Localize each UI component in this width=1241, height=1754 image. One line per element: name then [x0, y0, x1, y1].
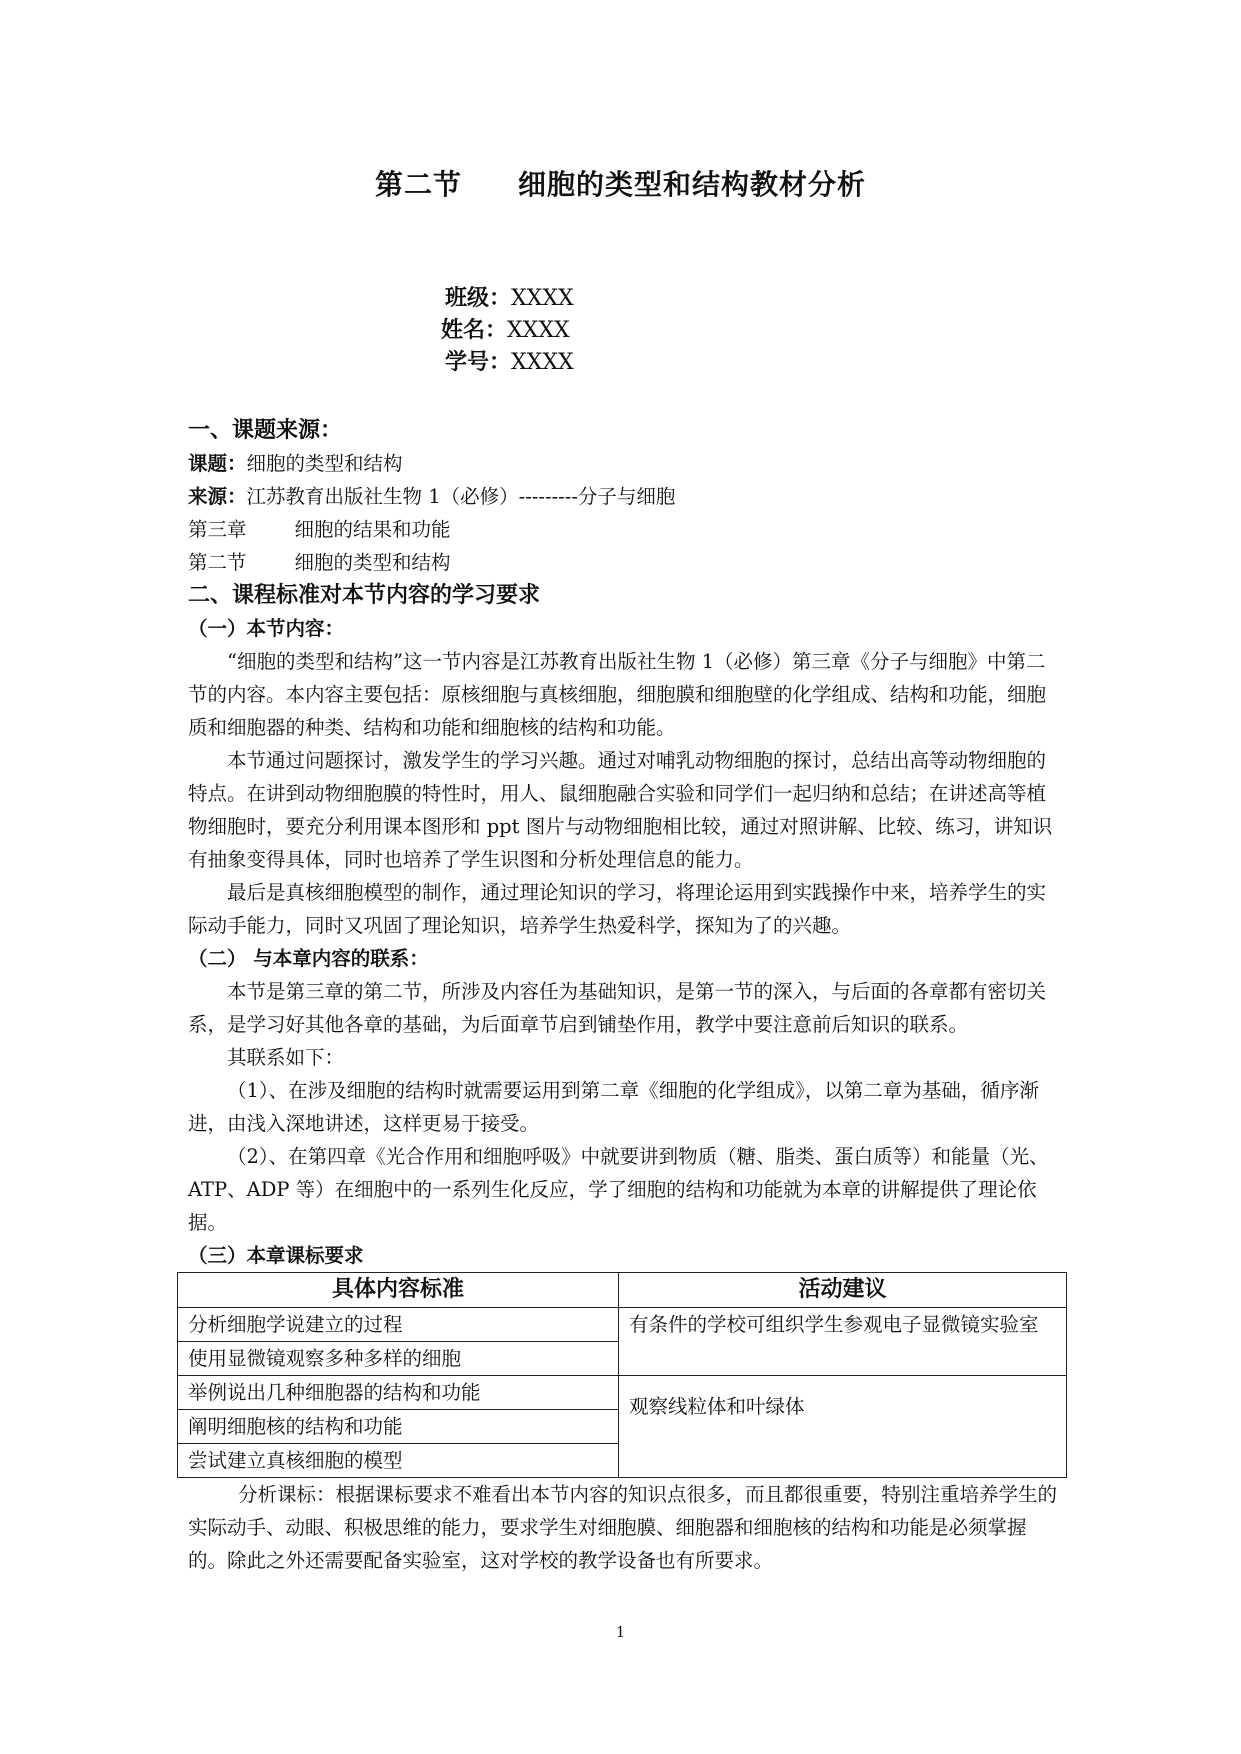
- table-cell: 举例说出几种细胞器的结构和功能: [178, 1376, 619, 1410]
- table-header-content: 具体内容标准: [178, 1273, 619, 1308]
- section-line: [188, 546, 1064, 579]
- chapter-value: 细胞的结果和功能: [294, 518, 451, 541]
- sub2-paragraph-2: 其联系如下：: [227, 1046, 345, 1069]
- sub3-heading: （三）本章课标要求: [188, 1244, 364, 1267]
- chapter-line: [188, 513, 1064, 546]
- topic-line: [188, 447, 1064, 480]
- analysis-paragraph: 分析课标：根据课标要求不难看出本节内容的知识点很多，而且都很重要，特别注重培养学生的实际动手、动眼、积极思维的能力，要求学生对细胞膜、细胞器和细胞核的结构和功能是必须掌握的。除此之外还需要配备实验室，这对学校的教学设备也有所要求。: [188, 1483, 1058, 1572]
- meta-class-value: XXXX: [511, 286, 574, 311]
- table-cell: 分析细胞学说建立的过程: [178, 1308, 619, 1342]
- section2-heading: 二、课程标准对本节内容的学习要求: [188, 583, 541, 608]
- source-line: [188, 480, 1064, 513]
- meta-name-label: 姓名：: [441, 318, 508, 343]
- table-header-activity: 活动建议: [619, 1273, 1067, 1308]
- table-header-row: [178, 1273, 1067, 1308]
- sub1-heading: （一）本节内容：: [188, 617, 345, 640]
- page-number: 1: [615, 1623, 626, 1641]
- curriculum-standards-table: [177, 1272, 1067, 1478]
- sub1-paragraph-2: 本节通过问题探讨，激发学生的学习兴趣。通过对哺乳动物细胞的探讨，总结出高等动物细胞的特点。在讲到动物细胞膜的特性时，用人、鼠细胞融合实验和同学们一起归纳和总结；在讲述高等植物细胞时，要充分利用课本图形和 ppt 图片与动物细胞相比较，通过对照讲解、比较、练习，讲知识有抽象变得具体，同时也培养了学生识图和分析处理信息的能力。: [188, 749, 1053, 871]
- title-text: 细胞的类型和结构教材分析: [518, 168, 867, 201]
- document-body: [188, 414, 1064, 1577]
- table-cell: 阐明细胞核的结构和功能: [178, 1410, 619, 1444]
- sub1-paragraph-3: 最后是真核细胞模型的制作，通过理论知识的学习，将理论运用到实践操作中来，培养学生的实际动手能力，同时又巩固了理论知识，培养学生热爱科学，探知为了的兴趣。: [188, 881, 1047, 937]
- chapter-label: 第三章: [188, 518, 247, 541]
- meta-class-label: 班级：: [445, 286, 512, 311]
- table-cell-activity-1: 有条件的学校可组织学生参观电子显微镜实验室: [619, 1308, 1067, 1376]
- section-value: 细胞的类型和结构: [294, 551, 451, 574]
- page-title: [0, 163, 1241, 203]
- sub1-paragraph-1: “细胞的类型和结构”这一节内容是江苏教育出版社生物 1（必修）第三章《分子与细胞》中第二节的内容。本内容主要包括：原核细胞与真核细胞，细胞膜和细胞壁的化学组成、结构和功能，细胞质和细胞器的种类、结构和功能和细胞核的结构和功能。: [188, 650, 1047, 739]
- meta-student-id: [445, 345, 574, 376]
- table-row: [178, 1308, 1067, 1342]
- table-row: [178, 1376, 1067, 1410]
- topic-value: 细胞的类型和结构: [246, 452, 403, 475]
- meta-id-value: XXXX: [511, 350, 574, 375]
- sub2-heading: （二） 与本章内容的联系：: [188, 947, 429, 970]
- meta-name-value: XXXX: [507, 318, 570, 343]
- table-cell: 尝试建立真核细胞的模型: [178, 1444, 619, 1478]
- table-cell-activity-2: 观察线粒体和叶绿体: [619, 1376, 1067, 1478]
- section-label: 第二节: [188, 551, 247, 574]
- sub2-paragraph-4: （2）、在第四章《光合作用和细胞呼吸》中就要讲到物质（糖、脂类、蛋白质等）和能量（光、ATP、ADP 等）在细胞中的一系列生化反应，学了细胞的结构和功能就为本章的讲解提供了理论依据。: [188, 1145, 1049, 1234]
- source-label: 来源：: [188, 485, 247, 508]
- table-cell: 使用显微镜观察多种多样的细胞: [178, 1342, 619, 1376]
- meta-class: [445, 281, 574, 312]
- title-section: 第二节: [374, 168, 462, 201]
- source-value: 江苏教育出版社生物 1（必修）---------分子与细胞: [246, 485, 676, 508]
- topic-label: 课题：: [188, 452, 247, 475]
- sub2-paragraph-3: （1）、在涉及细胞的结构时就需要运用到第二章《细胞的化学组成》，以第二章为基础，循序渐进，由浅入深地讲述，这样更易于接受。: [188, 1079, 1039, 1135]
- meta-id-label: 学号：: [445, 350, 512, 375]
- section1-heading: 一、课题来源：: [188, 418, 343, 443]
- meta-name: [441, 313, 570, 344]
- sub2-paragraph-1: 本节是第三章的第二节，所涉及内容任为基础知识，是第一节的深入，与后面的各章都有密切关系，是学习好其他各章的基础，为后面章节启到铺垫作用，教学中要注意前后知识的联系。: [188, 980, 1047, 1036]
